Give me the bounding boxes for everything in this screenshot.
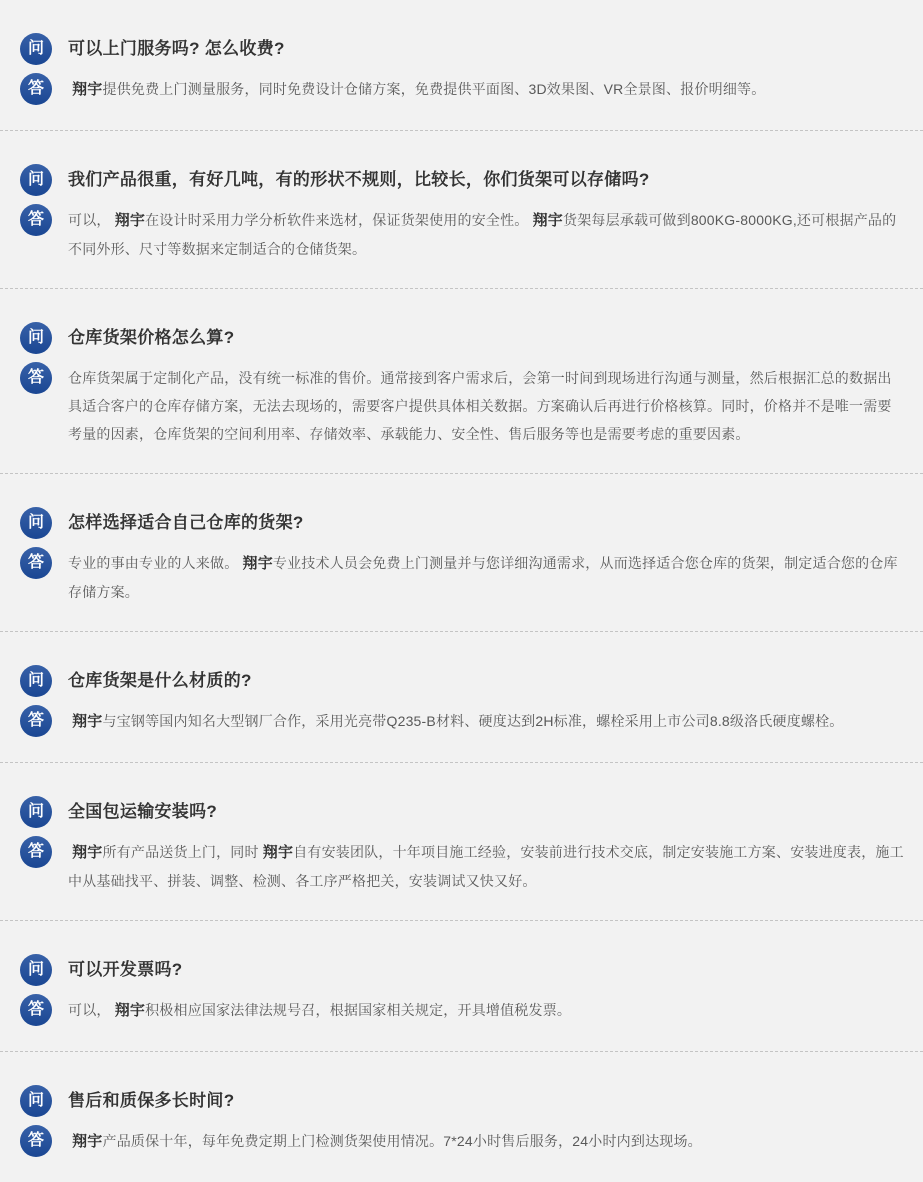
faq-item	[0, 0, 923, 131]
question-text: 售后和质保多长时间?	[68, 1091, 235, 1110]
question-row	[20, 164, 905, 196]
faq-item	[0, 474, 923, 632]
faq-item	[0, 763, 923, 921]
answer-row	[20, 705, 905, 737]
faq-item	[0, 131, 923, 289]
answer-text: 翔宇提供免费上门测量服务，同时免费设计仓储方案，免费提供平面图、3D效果图、VR全景图、报价明细等。	[72, 81, 766, 98]
question-row	[20, 796, 905, 828]
faq-item	[0, 289, 923, 474]
question-row	[20, 665, 905, 697]
question-badge-icon: 问	[20, 796, 52, 828]
brand-name: 翔宇	[242, 555, 273, 572]
answer-badge-icon: 答	[20, 836, 52, 868]
question-text: 可以上门服务吗? 怎么收费?	[68, 39, 285, 58]
answer-badge-icon: 答	[20, 705, 52, 737]
question-row	[20, 954, 905, 986]
answer-text: 翔宇所有产品送货上门，同时 翔宇自有安装团队，十年项目施工经验，安装前进行技术交底，制定安装施工方案、安装进度表，施工中从基础找平、拼装、调整、检测、各工序严格把关，安装调试又快又好。	[68, 844, 904, 889]
question-row	[20, 1085, 905, 1117]
brand-name: 翔宇	[262, 844, 294, 861]
answer-badge-icon: 答	[20, 994, 52, 1026]
answer-text: 可以， 翔宇在设计时采用力学分析软件来选材，保证货架使用的安全性。 翔宇货架每层承载可做到800KG-8000KG,还可根据产品的不同外形、尺寸等数据来定制适合的仓储货架。	[68, 212, 897, 257]
question-badge-icon: 问	[20, 33, 52, 65]
question-badge-icon: 问	[20, 665, 52, 697]
answer-row	[20, 73, 905, 105]
brand-name: 翔宇	[114, 212, 146, 229]
question-text: 怎样选择适合自己仓库的货架?	[68, 513, 304, 532]
question-row	[20, 507, 905, 539]
question-text: 仓库货架价格怎么算?	[68, 328, 235, 347]
answer-text: 仓库货架属于定制化产品，没有统一标准的售价。通常接到客户需求后，会第一时间到现场进行沟通与测量，然后根据汇总的数据出具适合客户的仓库存储方案，无法去现场的，需要客户提供具体相关数据。方案确认后再进行价格核算。同时，价格并不是唯一需要考量的因素，仓库货架的空间利用率、存储效率、承载能力、安全性、售后服务等也是需要考虑的重要因素。	[68, 370, 892, 442]
answer-row	[20, 204, 905, 263]
brand-name: 翔宇	[532, 212, 564, 229]
question-badge-icon: 问	[20, 164, 52, 196]
question-text: 仓库货架是什么材质的?	[68, 671, 252, 690]
answer-badge-icon: 答	[20, 547, 52, 579]
question-row	[20, 322, 905, 354]
brand-name: 翔宇	[72, 844, 103, 861]
answer-row	[20, 1125, 905, 1157]
question-text: 可以开发票吗?	[68, 960, 183, 979]
answer-badge-icon: 答	[20, 73, 52, 105]
answer-row	[20, 547, 905, 606]
answer-text: 翔宇与宝钢等国内知名大型钢厂合作，采用光亮带Q235-B材料、硬度达到2H标准，螺栓采用上市公司8.8级洛氏硬度螺栓。	[72, 713, 844, 730]
question-text: 全国包运输安装吗?	[68, 802, 218, 821]
answer-text: 专业的事由专业的人来做。 翔宇专业技术人员会免费上门测量并与您详细沟通需求，从而选择适合您仓库的货架，制定适合您的仓库存储方案。	[68, 555, 898, 600]
question-text: 我们产品很重，有好几吨，有的形状不规则，比较长，你们货架可以存储吗?	[68, 170, 650, 189]
answer-text: 翔宇产品质保十年，每年免费定期上门检测货架使用情况。7*24小时售后服务，24小时内到达现场。	[72, 1133, 702, 1150]
answer-badge-icon: 答	[20, 204, 52, 236]
faq-item	[0, 921, 923, 1052]
answer-row	[20, 836, 905, 895]
question-badge-icon: 问	[20, 954, 52, 986]
brand-name: 翔宇	[114, 1002, 146, 1019]
answer-row	[20, 362, 905, 448]
brand-name: 翔宇	[72, 1133, 103, 1150]
question-badge-icon: 问	[20, 322, 52, 354]
question-badge-icon: 问	[20, 507, 52, 539]
answer-row	[20, 994, 905, 1026]
question-badge-icon: 问	[20, 1085, 52, 1117]
answer-badge-icon: 答	[20, 1125, 52, 1157]
answer-text: 可以， 翔宇积极相应国家法律法规号召，根据国家相关规定，开具增值税发票。	[68, 1002, 572, 1019]
faq-item	[0, 632, 923, 763]
question-row	[20, 33, 905, 65]
brand-name: 翔宇	[72, 81, 103, 98]
brand-name: 翔宇	[72, 713, 103, 730]
answer-badge-icon: 答	[20, 362, 52, 394]
faq-item	[0, 1052, 923, 1182]
